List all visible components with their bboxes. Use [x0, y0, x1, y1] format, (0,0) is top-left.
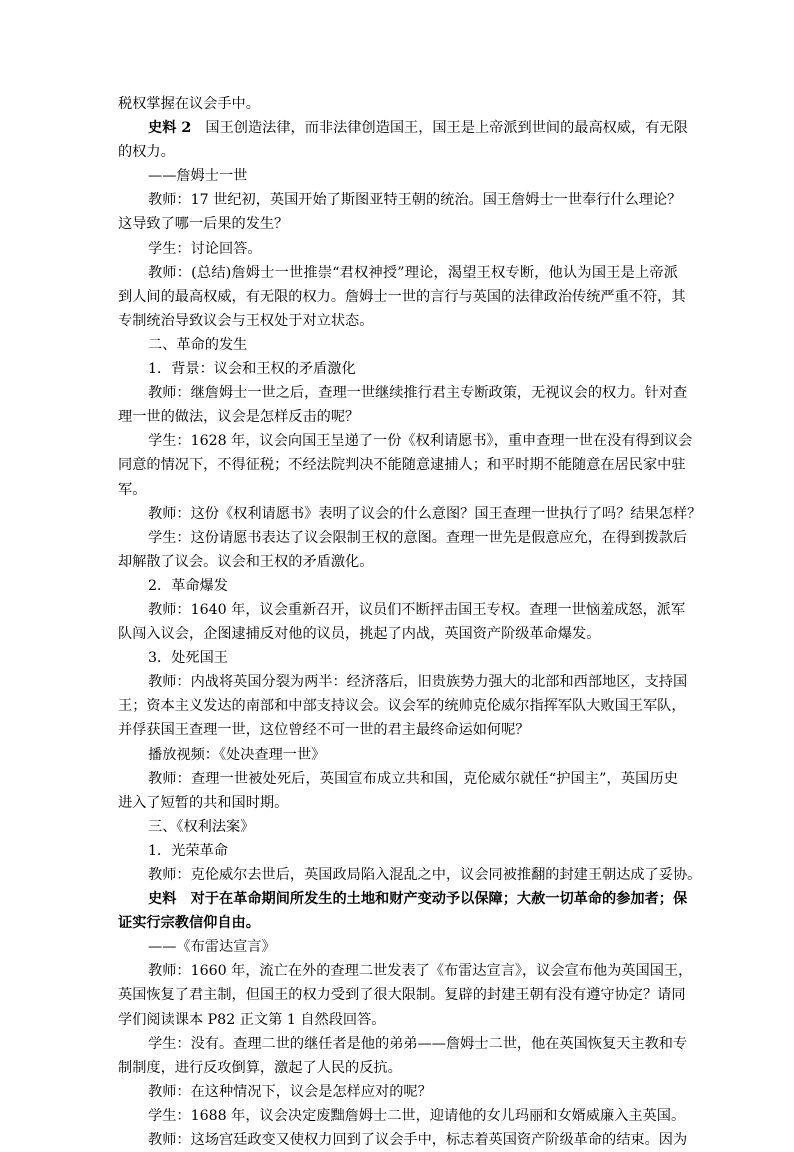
- text-line: [118, 983, 686, 1007]
- text-line: [118, 188, 682, 212]
- text-line: [118, 526, 688, 550]
- text-line: [118, 453, 686, 477]
- line-text: ——《布雷达宣言》: [148, 939, 276, 956]
- text-line: [118, 478, 678, 502]
- text-line: [118, 212, 678, 236]
- line-text: 教师：1640 年，议会重新召开，议员们不断抨击国王专权。查理一世恼羞成怒，派军: [148, 601, 686, 618]
- text-line: [118, 743, 678, 767]
- line-text: 却解散了议会。议会和王权的矛盾激化。: [118, 553, 374, 570]
- line-text: 教师：1660 年，流亡在外的查理二世发表了《布雷达宣言》，议会宣布他为英国国王，: [148, 963, 693, 980]
- text-line: [118, 767, 678, 791]
- text-line: [118, 935, 678, 959]
- line-text: 证实行宗教信仰自由。: [118, 915, 260, 932]
- text-line: [118, 357, 678, 381]
- text-line: [118, 333, 678, 357]
- text-line: [118, 429, 693, 453]
- text-line: [118, 237, 678, 261]
- line-text: 教师：这场宫廷政变又使权力回到了议会手中，标志着英国资产阶级革命的结束。因为: [148, 1132, 688, 1149]
- text-line: [118, 164, 678, 188]
- line-text: 学们阅读课本 P82 正文第 1 自然段回答。: [118, 1011, 386, 1028]
- text-line: [118, 309, 678, 333]
- line-text: 2．革命爆发: [148, 577, 228, 594]
- line-text: 英国恢复了君主制，但国王的权力受到了很大限制。复辟的封建王朝有没有遵守协定？请同: [118, 987, 686, 1004]
- line-text: 对于在革命期间所发生的土地和财产变动予以保障；大赦一切革命的参加者；保: [176, 891, 688, 908]
- line-text: 并俘获国王查理一世，这位曾经不可一世的君主最终命运如何呢？: [118, 722, 530, 739]
- text-line: [118, 285, 686, 309]
- text-line: [118, 1008, 678, 1032]
- line-text: 播放视频：《处决查理一世》: [148, 746, 326, 763]
- line-text: 教师：内战将英国分裂为两半：经济落后，旧贵族势力强大的北部和西部地区，支持国: [148, 674, 688, 691]
- text-line: [118, 694, 686, 718]
- line-text: 军。: [118, 481, 147, 498]
- line-text: 学生：这份请愿书表达了议会限制王权的意图。查理一世先是假意应允，在得到拨款后: [148, 529, 688, 546]
- line-text: 二、革命的发生: [148, 336, 248, 353]
- source-label: 史料: [148, 891, 177, 908]
- source-label: 史料 2: [148, 120, 192, 137]
- text-line: [118, 261, 678, 285]
- line-text: 学生：1688 年，议会决定废黜詹姆士二世，迎请他的女儿玛丽和女婿威廉入主英国。: [148, 1107, 686, 1124]
- text-line: [118, 1056, 678, 1080]
- line-text: 进入了短暂的共和国时期。: [118, 794, 289, 811]
- text-line: [118, 791, 678, 815]
- text-line: [118, 574, 678, 598]
- line-text: 理一世的做法，议会是怎样反击的呢？: [118, 409, 360, 426]
- text-line: [118, 839, 678, 863]
- line-text: 到人间的最高权威，有无限的权力。詹姆士一世的言行与英国的法律政治传统严重不符，其: [118, 288, 686, 305]
- text-line: [118, 140, 678, 164]
- line-text: 1．背景：议会和王权的矛盾激化: [148, 361, 356, 378]
- text-line: [118, 116, 688, 140]
- line-text: 的权力。: [118, 144, 175, 161]
- line-text: 3．处死国王: [148, 650, 228, 667]
- text-line: [118, 502, 702, 526]
- text-line: [118, 646, 678, 670]
- line-text: 三、《权利法案》: [148, 818, 255, 835]
- text-line: [118, 911, 678, 935]
- line-text: 学生：讨论回答。: [148, 240, 262, 257]
- line-text: 教师：继詹姆士一世之后，查理一世继续推行君主专断政策，无视议会的权力。针对查: [148, 385, 688, 402]
- line-text: 教师：查理一世被处死后，英国宣布成立共和国，克伦威尔就任“护国主”，英国历史: [148, 770, 678, 787]
- text-line: [118, 1080, 678, 1104]
- text-line: [118, 959, 693, 983]
- text-line: [118, 718, 678, 742]
- document-page: [118, 92, 702, 1152]
- line-text: 专制统治导致议会与王权处于对立状态。: [118, 312, 374, 329]
- line-text: 这导致了哪一后果的发生？: [118, 216, 289, 233]
- line-text: 国王创造法律，而非法律创造国王，国王是上帝派到世间的最高权威，有无限: [191, 120, 688, 137]
- text-line: [118, 1128, 688, 1152]
- line-text: 1．光荣革命: [148, 842, 228, 859]
- line-text: 队闯入议会，企图逮捕反对他的议员，挑起了内战，英国资产阶级革命爆发。: [118, 626, 601, 643]
- line-text: 王；资本主义发达的南部和中部支持议会。议会军的统帅克伦威尔指挥军队大败国王军队，: [118, 698, 686, 715]
- text-line: [118, 1032, 688, 1056]
- text-line: [118, 887, 688, 911]
- text-line: [118, 381, 688, 405]
- text-line: [118, 550, 678, 574]
- line-text: 教师：17 世纪初，英国开始了斯图亚特王朝的统治。国王詹姆士一世奉行什么理论？: [148, 192, 682, 209]
- text-line: [118, 1104, 686, 1128]
- line-text: 税权掌握在议会手中。: [118, 96, 260, 112]
- line-text: 教师：(总结)詹姆士一世推崇“君权神授”理论，渴望王权专断，他认为国王是上帝派: [148, 264, 678, 281]
- line-text: 制制度，进行反攻倒算，激起了人民的反抗。: [118, 1059, 402, 1076]
- line-text: 教师：这份《权利请愿书》表明了议会的什么意图？国王查理一世执行了吗？结果怎样？: [148, 505, 702, 522]
- line-text: 教师：在这种情况下，议会是怎样应对的呢？: [148, 1083, 432, 1100]
- text-line: [118, 670, 688, 694]
- text-line: [118, 405, 678, 429]
- text-line: [118, 815, 678, 839]
- line-text: 学生：1628 年，议会向国王呈递了一份《权利请愿书》，重申查理一世在没有得到议会: [148, 433, 693, 450]
- text-line: [118, 92, 678, 116]
- line-text: ——詹姆士一世: [148, 168, 248, 185]
- text-line: [118, 622, 678, 646]
- line-text: 教师：克伦威尔去世后，英国政局陷入混乱之中，议会同被推翻的封建王朝达成了妥协。: [148, 867, 702, 883]
- text-line: [118, 863, 702, 887]
- line-text: 学生：没有。查理二世的继任者是他的弟弟——詹姆士二世，他在英国恢复天主教和专: [148, 1035, 688, 1052]
- text-line: [118, 598, 686, 622]
- line-text: 同意的情况下，不得征税；不经法院判决不能随意逮捕人；和平时期不能随意在居民家中驻: [118, 457, 686, 474]
